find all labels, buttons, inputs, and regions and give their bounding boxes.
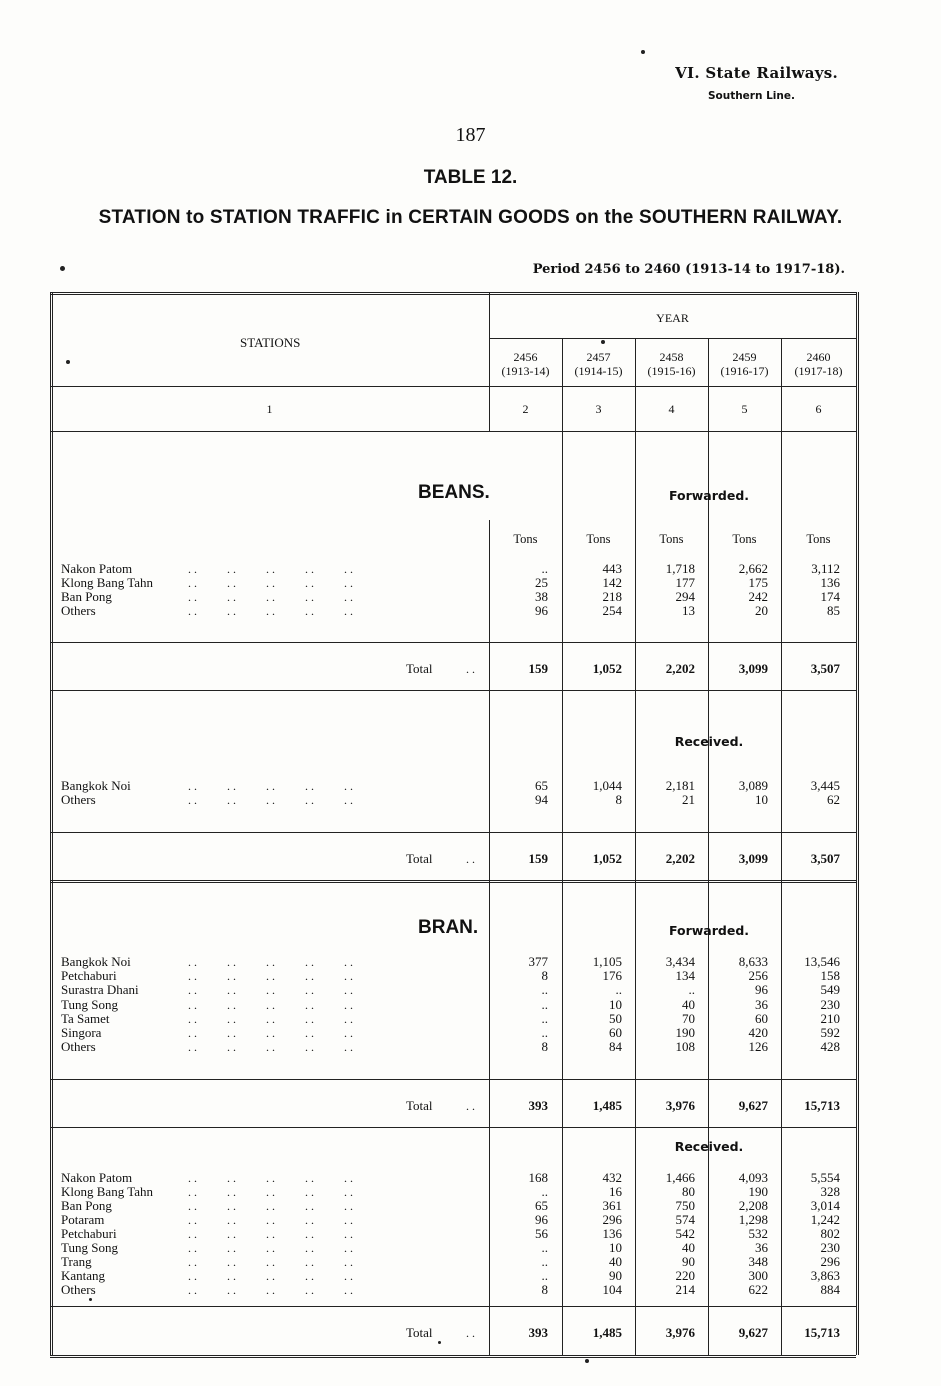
section-heading: VI. State Railways.: [675, 64, 838, 82]
commodity-name: BRAN.: [418, 917, 479, 938]
total-cell: 15,713: [804, 1098, 840, 1113]
table-cell: 50: [609, 1010, 622, 1026]
table-cell: 296: [820, 1254, 840, 1269]
table-cell: 443: [602, 561, 622, 576]
table-cell: 90: [682, 1254, 695, 1269]
station-name: Ban Pong: [61, 589, 112, 604]
table-cell: 85: [827, 603, 840, 618]
table-cell: 142: [602, 575, 622, 590]
dot-leaders: . . . . . . . . . .: [188, 997, 353, 1012]
dot-leaders: . . . . . . . . . .: [188, 983, 353, 998]
flow-label: Received.: [674, 1139, 744, 1154]
total-cell: 159: [528, 851, 548, 866]
total-cell: 3,099: [738, 661, 768, 676]
station-name: Nakon Patom: [61, 561, 133, 576]
table-cell: ..: [541, 1254, 548, 1269]
total-label: Total: [406, 661, 433, 676]
table-label: TABLE 12.: [423, 167, 518, 188]
dot-leaders: . . . . . . . . . .: [188, 1213, 353, 1227]
table-cell: 60: [609, 1025, 622, 1040]
ink-dot: [585, 1359, 589, 1363]
table-cell: 65: [535, 778, 548, 793]
dot-leaders: . . . . . . . . . .: [188, 1185, 353, 1199]
table-cell: 3,112: [811, 561, 840, 576]
table-cell: 3,014: [810, 1198, 840, 1213]
table-cell: 1,466: [665, 1170, 695, 1185]
total-cell: 3,976: [665, 1325, 695, 1340]
commodity-name: BEANS.: [418, 482, 490, 503]
table-cell: ..: [541, 1184, 548, 1199]
flow-label: Forwarded.: [668, 488, 750, 503]
column-rule: [781, 338, 782, 431]
year-be-label: 2457: [586, 350, 611, 364]
period-caption: Period 2456 to 2460 (1913-14 to 1917-18).: [532, 262, 845, 277]
dot-leaders: . .: [466, 1099, 475, 1113]
dot-leaders: . .: [466, 1326, 475, 1340]
total-rule: [50, 1306, 856, 1307]
station-name: Surastra Dhani: [61, 982, 139, 998]
table-cell: 176: [602, 968, 622, 984]
table-cell: 40: [682, 1240, 695, 1255]
table-cell: 549: [820, 982, 840, 998]
dot-leaders: . . . . . . . . . .: [188, 1227, 353, 1241]
column-number: 2: [522, 402, 529, 416]
station-name: Others: [61, 1039, 96, 1055]
table-cell: 432: [602, 1170, 622, 1185]
total-cell: 9,627: [738, 1098, 768, 1113]
total-label: Total: [406, 851, 433, 866]
table-cell: 884: [820, 1282, 840, 1297]
table-cell: 21: [682, 792, 695, 807]
station-name: Ta Samet: [61, 1010, 110, 1026]
table-cell: 16: [609, 1184, 622, 1199]
column-number: 6: [815, 402, 822, 416]
station-name: Kantang: [61, 1268, 106, 1283]
table-cell: 8: [541, 1282, 548, 1297]
table-title: STATION to STATION TRAFFIC in CERTAIN GOODS on the SOUTHERN RAILWAY.: [98, 207, 843, 228]
dot-leaders: . . . . . . . . . .: [188, 1026, 353, 1040]
table-cell: 8: [541, 1039, 548, 1055]
table-cell: 13: [682, 603, 695, 618]
table-cell: 10: [609, 996, 622, 1012]
total-cell: 2,202: [665, 851, 695, 866]
table-cell: 254: [602, 603, 622, 618]
year-header: YEAR: [656, 311, 689, 325]
table-cell: ..: [541, 1268, 548, 1283]
dot-leaders: . . . . . . . . . .: [188, 1171, 353, 1185]
table-cell: 532: [748, 1226, 768, 1241]
year-ce-label: (1917-18): [794, 364, 843, 378]
table-cell: 428: [820, 1039, 840, 1055]
dot-leaders: . . . . . . . . . .: [188, 1269, 353, 1283]
table-cell: 3,434: [665, 954, 695, 969]
station-name: Petchaburi: [61, 1226, 117, 1241]
total-cell: 9,627: [738, 1325, 768, 1340]
table-cell: 2,208: [738, 1198, 768, 1213]
column-number: 3: [595, 402, 602, 416]
table-right-rule: [856, 292, 859, 1355]
table-cell: 4,093: [738, 1170, 768, 1185]
table-cell: 96: [755, 982, 768, 998]
table-cell: 420: [748, 1025, 768, 1040]
table-cell: 3,863: [810, 1268, 840, 1283]
dot-leaders: . . . . . . . . . .: [188, 562, 353, 576]
total-cell: 3,507: [810, 661, 840, 676]
table-cell: 328: [820, 1184, 840, 1199]
station-name: Klong Bang Tahn: [61, 1184, 154, 1199]
table-cell: ..: [541, 561, 548, 576]
table-cell: 10: [755, 792, 768, 807]
table-cell: 294: [675, 589, 695, 604]
section-rule: [50, 1127, 856, 1128]
table-cell: 25: [535, 575, 548, 590]
station-name: Petchaburi: [61, 968, 117, 984]
table-cell: 218: [602, 589, 622, 604]
station-name: Nakon Patom: [61, 1170, 133, 1185]
table-cell: 40: [609, 1254, 622, 1269]
table-cell: 177: [675, 575, 695, 590]
table-cell: 136: [820, 575, 840, 590]
table-cell: 13,546: [804, 954, 840, 969]
table-cell: ..: [615, 982, 622, 998]
table-cell: 62: [827, 792, 840, 807]
table-cell: 574: [675, 1212, 695, 1227]
table-cell: 40: [682, 996, 695, 1012]
table-cell: 296: [602, 1212, 622, 1227]
table-top-rule: [50, 292, 856, 295]
station-name: Others: [61, 603, 96, 618]
year-be-label: 2460: [806, 350, 831, 364]
total-rule: [50, 832, 856, 833]
table-cell: 5,554: [810, 1170, 840, 1185]
year-ce-label: (1916-17): [720, 364, 769, 378]
table-cell: 70: [682, 1010, 695, 1026]
year-ce-label: (1913-14): [501, 364, 550, 378]
column-rule: [708, 338, 709, 431]
table-left-rule: [50, 292, 53, 1355]
table-cell: ..: [541, 996, 548, 1012]
table-cell: 750: [675, 1198, 695, 1213]
dot-leaders: . .: [466, 662, 475, 676]
table-cell: 377: [528, 954, 548, 969]
table-cell: 90: [609, 1268, 622, 1283]
table-cell: ..: [541, 1025, 548, 1040]
table-cell: 2,181: [665, 778, 695, 793]
table-cell: 210: [820, 1010, 840, 1026]
table-cell: 1,105: [592, 954, 622, 969]
table-cell: 20: [755, 603, 768, 618]
column-rule: [489, 292, 490, 431]
commodity-rule: [50, 880, 856, 883]
table-cell: 38: [535, 589, 548, 604]
year-ce-label: (1915-16): [647, 364, 696, 378]
ink-dot: [60, 266, 65, 271]
table-cell: ..: [688, 982, 695, 998]
table-cell: ..: [541, 1010, 548, 1026]
table-cell: 220: [675, 1268, 695, 1283]
dot-leaders: . . . . . . . . . .: [188, 1011, 353, 1026]
table-cell: 300: [748, 1268, 768, 1283]
table-cell: 592: [820, 1025, 840, 1040]
total-rule: [50, 1079, 856, 1080]
table-cell: 10: [609, 1240, 622, 1255]
table-cell: 174: [820, 589, 840, 604]
table-cell: 60: [755, 1010, 768, 1026]
table-cell: 134: [675, 968, 695, 984]
table-cell: 256: [748, 968, 768, 984]
dot-leaders: . . . . . . . . . .: [188, 1283, 353, 1297]
column-number: 5: [741, 402, 748, 416]
table-cell: 65: [535, 1198, 548, 1213]
ink-dot: [601, 340, 605, 344]
total-cell: 1,052: [592, 661, 622, 676]
ink-dot: [66, 360, 70, 364]
dot-leaders: . . . . . . . . . .: [188, 1255, 353, 1269]
header-rule: [50, 386, 856, 387]
year-be-label: 2459: [732, 350, 757, 364]
table-cell: 1,242: [810, 1212, 840, 1227]
dot-leaders: . . . . . . . . . .: [188, 1040, 353, 1055]
total-cell: 3,099: [738, 851, 768, 866]
table-cell: 96: [535, 1212, 548, 1227]
table-cell: 3,445: [810, 778, 840, 793]
column-rule: [562, 338, 563, 431]
unit-label: Tons: [659, 532, 684, 546]
dot-leaders: . . . . . . . . . .: [188, 576, 353, 590]
table-cell: 190: [748, 1184, 768, 1199]
total-cell: 2,202: [665, 661, 695, 676]
table-cell: 2,662: [738, 561, 768, 576]
year-header-rule: [489, 338, 856, 339]
section-rule: [50, 690, 856, 691]
table-cell: 96: [535, 603, 548, 618]
station-name: Others: [61, 1282, 96, 1297]
ink-dot: [89, 1298, 92, 1301]
unit-label: Tons: [806, 532, 831, 546]
table-bottom-rule: [50, 1355, 856, 1358]
column-number: 1: [266, 402, 273, 416]
table-cell: 8: [615, 792, 622, 807]
table-cell: 168: [528, 1170, 548, 1185]
station-name: Others: [61, 792, 96, 807]
total-cell: 393: [528, 1325, 548, 1340]
table-cell: 1,298: [738, 1212, 768, 1227]
station-name: Potaram: [61, 1212, 105, 1227]
table-cell: ..: [541, 982, 548, 998]
year-be-label: 2458: [659, 350, 684, 364]
year-ce-label: (1914-15): [574, 364, 623, 378]
total-cell: 1,052: [592, 851, 622, 866]
table-cell: 108: [675, 1039, 695, 1055]
table-cell: 56: [535, 1226, 548, 1241]
table-cell: 230: [820, 996, 840, 1012]
total-cell: 1,485: [592, 1098, 622, 1113]
table-cell: 802: [820, 1226, 840, 1241]
unit-label: Tons: [513, 532, 538, 546]
table-cell: 126: [748, 1039, 768, 1055]
table-cell: 36: [755, 1240, 768, 1255]
table-cell: 104: [602, 1282, 622, 1297]
table-cell: 190: [675, 1025, 695, 1040]
station-name: Bangkok Noi: [61, 778, 131, 793]
total-rule: [50, 642, 856, 643]
dot-leaders: . . . . . . . . . .: [188, 1241, 353, 1255]
table-cell: 136: [602, 1226, 622, 1241]
table-cell: 1,718: [665, 561, 695, 576]
table-cell: ..: [541, 1240, 548, 1255]
total-cell: 1,485: [592, 1325, 622, 1340]
table-cell: 242: [748, 589, 768, 604]
table-cell: 175: [748, 575, 768, 590]
table-cell: 1,044: [592, 778, 622, 793]
station-name: Bangkok Noi: [61, 954, 131, 969]
flow-label: Forwarded.: [668, 923, 750, 938]
station-name: Trang: [61, 1254, 92, 1269]
ink-dot: [438, 1341, 441, 1344]
year-be-label: 2456: [513, 350, 538, 364]
table-cell: 8: [541, 968, 548, 984]
table-cell: 36: [755, 996, 768, 1012]
table-cell: 542: [675, 1226, 695, 1241]
unit-label: Tons: [732, 532, 757, 546]
total-cell: 3,507: [810, 851, 840, 866]
unit-label: Tons: [586, 532, 611, 546]
station-name: Klong Bang Tahn: [61, 575, 154, 590]
table-cell: 84: [609, 1039, 622, 1055]
total-cell: 3,976: [665, 1098, 695, 1113]
table-cell: 622: [748, 1282, 768, 1297]
page-number: 187: [455, 124, 486, 146]
table-cell: 80: [682, 1184, 695, 1199]
station-name: Tung Song: [61, 1240, 118, 1255]
dot-leaders: . . . . . . . . . .: [188, 779, 353, 793]
column-number: 4: [668, 402, 675, 416]
dot-leaders: . .: [466, 852, 475, 866]
total-cell: 15,713: [804, 1325, 840, 1340]
total-label: Total: [406, 1098, 433, 1113]
dot-leaders: . . . . . . . . . .: [188, 1199, 353, 1213]
table-cell: 361: [602, 1198, 622, 1213]
dot-leaders: . . . . . . . . . .: [188, 604, 353, 618]
dot-leaders: . . . . . . . . . .: [188, 969, 353, 984]
station-name: Singora: [61, 1025, 102, 1040]
total-label: Total: [406, 1325, 433, 1340]
station-name: Ban Pong: [61, 1198, 112, 1213]
flow-label: Received.: [674, 734, 744, 749]
dot-leaders: . . . . . . . . . .: [188, 590, 353, 604]
section-subheading: Southern Line.: [707, 90, 795, 102]
total-cell: 393: [528, 1098, 548, 1113]
station-name: Tung Song: [61, 996, 118, 1012]
dot-leaders: . . . . . . . . . .: [188, 955, 353, 969]
table-cell: 348: [748, 1254, 768, 1269]
column-rule: [635, 338, 636, 431]
table-cell: 158: [820, 968, 840, 984]
total-cell: 159: [528, 661, 548, 676]
stations-header: STATIONS: [240, 335, 301, 350]
dot-leaders: . . . . . . . . . .: [188, 793, 353, 807]
table-cell: 94: [535, 792, 548, 807]
table-cell: 8,633: [738, 954, 768, 969]
column-number-rule: [50, 431, 856, 432]
table-cell: 214: [675, 1282, 695, 1297]
table-cell: 230: [820, 1240, 840, 1255]
ink-dot: [641, 50, 645, 54]
table-cell: 3,089: [738, 778, 768, 793]
